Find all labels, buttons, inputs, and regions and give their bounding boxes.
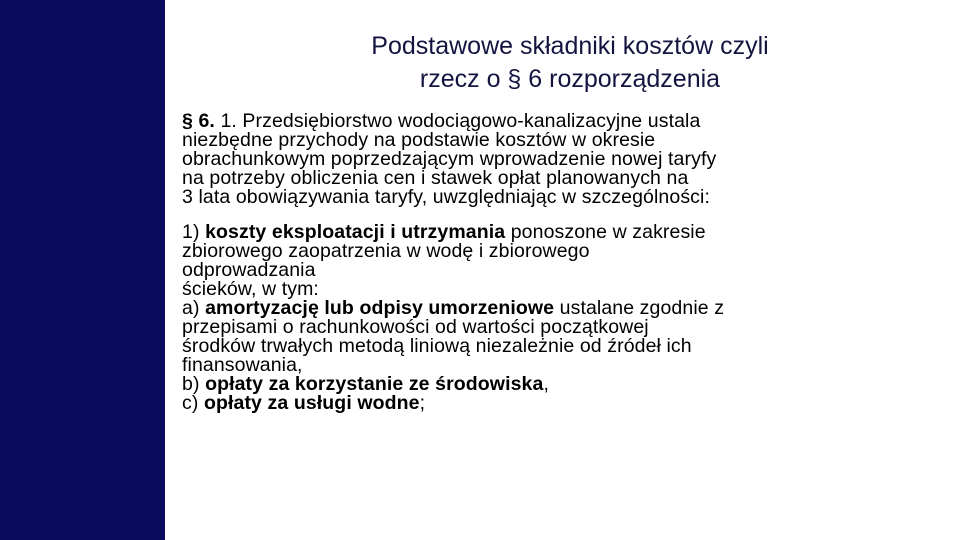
title-line-2: rzecz o § 6 rozporządzenia (419, 65, 721, 93)
list-line: przepisami o rachunkowości od wartości początkowej (182, 316, 649, 338)
paragraph-line: na potrzeby obliczenia cen i stawek opłat planowanych na (182, 167, 689, 189)
item-text: ponoszone w zakresie (505, 221, 706, 243)
list-line: zbiorowego zaopatrzenia w wodę i zbiorowego (182, 240, 590, 262)
item-prefix: c) (182, 392, 204, 414)
paragraph-6-1 (182, 112, 862, 207)
slide-body (182, 112, 862, 429)
item-text: , (543, 373, 549, 395)
paragraph-line: 3 lata obowiązywania taryfy, uwzględniając w szczególności: (182, 186, 710, 208)
list-line: odprowadzania (182, 259, 316, 281)
sub-item-c (182, 394, 862, 413)
paragraph-line: obrachunkowym poprzedzającym wprowadzenie nowej taryfy (182, 148, 717, 170)
item-prefix: 1) (182, 221, 206, 243)
item-bold: opłaty za usługi wodne (203, 392, 420, 414)
paragraph-line: niezbędne przychody na podstawie kosztów w okresie (182, 129, 656, 151)
item-prefix: b) (182, 373, 206, 395)
item-text: ustalane zgodnie z (554, 297, 725, 319)
item-bold: koszty eksploatacji i utrzymania (205, 221, 506, 243)
section-number: § 6. (182, 110, 215, 132)
list-line: ścieków, w tym: (182, 278, 319, 300)
item-prefix: a) (182, 297, 206, 319)
item-bold: amortyzację lub odpisy umorzeniowe (205, 297, 555, 319)
slide-title (290, 30, 850, 96)
cost-items-list (182, 223, 862, 413)
paragraph-text: 1. Przedsiębiorstwo wodociągowo-kanalizacyjne ustala (214, 110, 701, 132)
item-bold: opłaty za korzystanie ze środowiska (205, 373, 544, 395)
sidebar-band (0, 0, 165, 540)
title-line-1: Podstawowe składniki kosztów czyli (371, 32, 769, 60)
list-line: środków trwałych metodą liniową niezależnie od źródeł ich (182, 335, 692, 357)
item-text: ; (419, 392, 426, 414)
list-line: finansowania, (182, 354, 303, 376)
